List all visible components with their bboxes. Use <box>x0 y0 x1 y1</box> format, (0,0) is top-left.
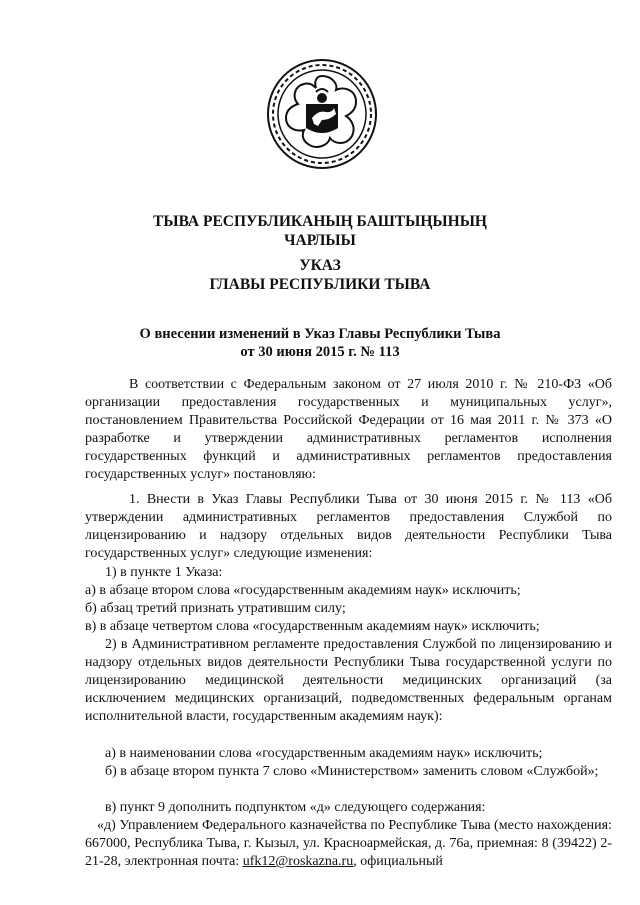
subject-line-1: О внесении изменений в Указ Главы Республики Тыва <box>139 326 501 342</box>
subitem-2-c: в) пункт 9 дополнить подпунктом «д» следующего содержания: <box>105 800 486 815</box>
tuva-emblem-icon <box>266 58 378 170</box>
subitem-2-a: а) в наименовании слова «государственным академиям наук» исключить; <box>105 746 543 761</box>
subitem-2-b: б) в абзаце втором пункта 7 слово «Министерством» заменить словом «Службой»; <box>105 764 599 779</box>
document-subject <box>0 325 640 361</box>
subitem-1-a: а) в абзаце втором слова «государственным академиям наук» исключить; <box>85 583 521 598</box>
preamble-paragraph: В соответствии с Федеральным законом от 27 июля 2010 г. № 210-ФЗ «Об организации предоставления государственных и муниципальных услуг», постановлением Правительства Российской Федерации от 16 мая 2011 г. № 373 «О разработке и утверждении административных регламентов исполнения государственных функций и административных регламентов предоставления государственных услуг» постановляю: <box>85 377 612 483</box>
document-kind <box>0 256 640 294</box>
header-line-2: ЧАРЛЫЫ <box>284 232 356 249</box>
document-kind-label: УКАЗ <box>299 257 341 274</box>
subject-line-2: от 30 июня 2015 г. № 113 <box>240 344 400 360</box>
subitem-2-d-tail: , официальный <box>353 854 443 870</box>
subitem-1-b: б) абзац третий признать утратившим силу; <box>85 601 346 616</box>
subitem-1: 1) в пункте 1 Указа: <box>105 565 223 580</box>
document-issuer: ГЛАВЫ РЕСПУБЛИКИ ТЫВА <box>209 276 431 293</box>
subitem-2-d <box>85 817 612 871</box>
item-1-paragraph: 1. Внести в Указ Главы Республики Тыва от 30 июня 2015 г. № 113 «Об утверждении административных регламентов предоставления Службой по лицензированию и надзору отдельных видов деятельности Республики Тыва государственных услуг» следующие изменения: <box>85 492 612 562</box>
subitem-2-d-text: «д) Управлением Федерального казначейства по Республике Тыва (место нахождения: 667000, Республика Тыва, г. Кызыл, ул. Красноармейская, д. 76а, приемная: 8 (39422) 2-21-28, электронная почта: <box>85 818 612 870</box>
header-title <box>0 212 640 250</box>
header-line-1: ТЫВА РЕСПУБЛИКАНЫҢ БАШТЫҢЫНЫҢ <box>153 213 487 230</box>
subitem-2: 2) в Административном регламенте предоставления Службой по лицензированию и надзору отдельных видов деятельности Республики Тыва государственной услуги по лицензированию медицинской деятельности медицинских организаций (за исключением медицинских организаций, подведомственных федеральным органам исполнительной власти, государственным академиям наук): <box>85 637 612 725</box>
email-link[interactable]: ufk12@roskazna.ru <box>242 854 354 870</box>
subitem-1-c: в) в абзаце четвертом слова «государственным академиям наук» исключить; <box>85 619 540 634</box>
